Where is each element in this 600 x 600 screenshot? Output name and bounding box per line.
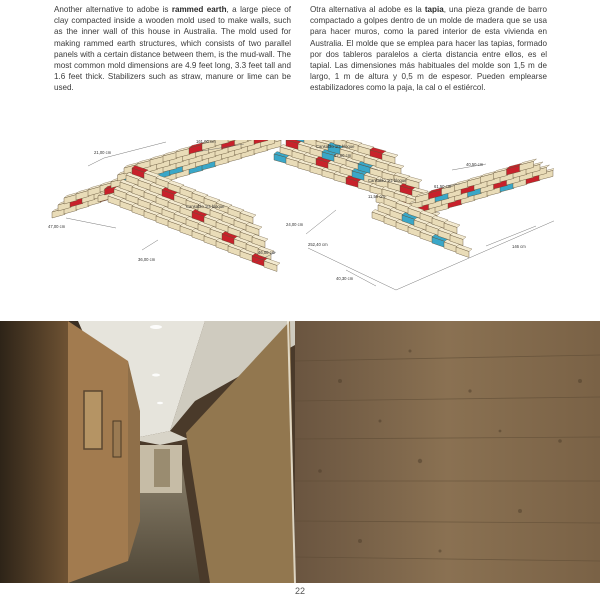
dim-label-9: 47,00 cm bbox=[48, 224, 66, 229]
dim-label-10: 11,50 cm bbox=[368, 194, 385, 199]
english-paragraph bbox=[54, 4, 291, 94]
block-label-3: Cansablo 1/4 bloque bbox=[186, 204, 225, 209]
dim-label-13: 46,00 cm bbox=[258, 250, 276, 255]
adobe-wall-diagram bbox=[46, 140, 554, 296]
brick-courses bbox=[52, 140, 554, 272]
dim-label-6: 40,50 cm bbox=[466, 162, 484, 167]
term-rammed-earth: rammed earth bbox=[171, 5, 227, 14]
dim-label-1: 161,00 cm bbox=[196, 140, 216, 144]
dim-label-15: 146 cm bbox=[512, 244, 526, 249]
dim-label-11: 24,00 cm bbox=[286, 222, 304, 227]
spanish-paragraph bbox=[310, 4, 547, 94]
block-label-2: Cansablo 1/2 bloque bbox=[368, 178, 407, 183]
dim-label-14: 252,40 cm bbox=[308, 242, 328, 247]
dim-label-2: 21,00 cm bbox=[94, 150, 112, 155]
english-text-before: Another alternative to adobe is bbox=[54, 5, 172, 14]
spanish-text-before: Otra alternativa al adobe es la bbox=[310, 5, 425, 14]
spanish-text-after: , una pieza grande de barro compactado a golpes dentro de un molde de madera que se usa para hacer muros, como la pared interior de esta vivienda en Australia. El molde que se emplea para hacer las tapias, formado por dos tableros paralelos a cierta distancia entre ellos, es el tapial. Las dimensiones más habituales del molde son 1,5 m de largo, 1 m de altura y 0,5 m de espesor. Pueden emplearse estabilizadores como la paja, la cal o el estiércol. bbox=[310, 5, 548, 93]
dim-label-12: 36,00 cm bbox=[138, 257, 156, 262]
dim-label-4: 62,00 cm bbox=[334, 153, 352, 158]
english-text-after: , a large piece of clay compacted inside a wooden mold used to make walls, such as the inner wall of this house in Australia. The mold used for making rammed earth structures, which consists of two parallel panels with a certain distance between them, is the mud-wall. The most common mold dimensions are 4.9 feet long, 3.3 feet tall and 1.6 feet thick. Stabilizers such as straw, manure or lime can be used. bbox=[54, 5, 292, 93]
block-label-1: Cansablo 1/2 bloque bbox=[316, 144, 355, 149]
rammed-earth-corridor-photo bbox=[0, 321, 600, 583]
term-tapia: tapia bbox=[424, 5, 444, 14]
dim-label-16: 40,30 cm bbox=[336, 276, 354, 281]
page-number: 22 bbox=[294, 586, 305, 596]
dim-label-7: 61,50 cm bbox=[434, 184, 452, 189]
